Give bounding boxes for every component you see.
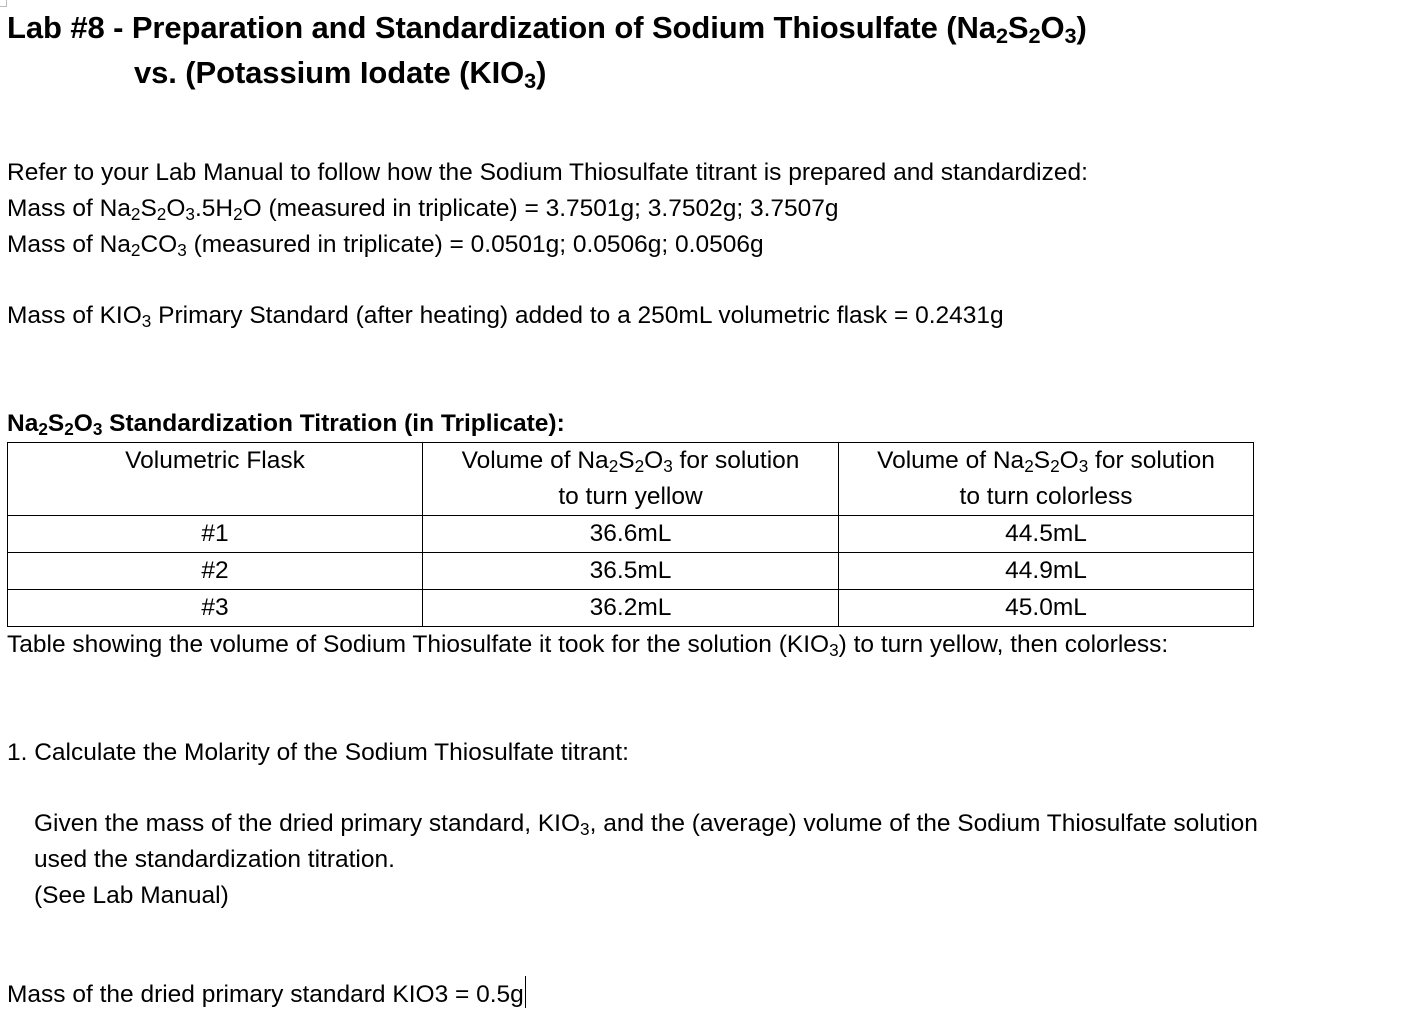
table-heading-prefix: Na [7,410,39,437]
title-subscript: 2 [1028,22,1041,48]
cell-colorless-volume: 44.5mL [839,516,1254,553]
carbonate-mass-prefix: Mass of Na [7,231,131,258]
table-heading: $Na_2S_2O_3$ Standardization Titration (in Triplicate): [7,410,565,439]
title-text: ) [1076,10,1087,45]
title-text: O [1040,10,1065,45]
given-prefix: Given the mass of the dried primary standard, KIO [34,810,581,837]
question-1-prompt: 1. Calculate the Molarity of the Sodium Thiosulfate titrant: [7,739,629,766]
title-line1-text: Lab #8 - Preparation and Standardization of Sodium Thiosulfate (Na [7,10,996,45]
cell-flask: #2 [8,553,423,590]
cell-yellow-volume: 36.2mL [423,590,839,627]
table-row [8,590,1254,627]
page-subtitle [134,54,546,92]
kio3-mass-value: Primary Standard (after heating) added to a 250mL volumetric flask = 0.2431g [151,302,1004,329]
subtitle-text: ) [536,55,547,90]
header-yellow-prefix: Volume of Na [461,447,609,474]
caption-suffix: ) to turn yellow, then colorless: [838,631,1169,658]
header-colorless-suffix: for solution [1088,447,1215,474]
header-volumetric-flask [8,443,423,516]
cell-flask: #1 [8,516,423,553]
title-subscript: 3 [1064,22,1077,48]
header-flask-label: Volumetric Flask [125,447,305,474]
subtitle-text: vs. (Potassium Iodate (KIO [134,55,525,90]
header-yellow-suffix: for solution [672,447,800,474]
table-heading-text: Standardization Titration (in Triplicate): [102,410,565,437]
answer-text-line[interactable] [7,976,526,1011]
title-subscript: 2 [995,22,1008,48]
title-text: S [1007,10,1029,45]
header-colorless-line2: to turn colorless [959,483,1133,510]
cell-flask: #3 [8,590,423,627]
kio3-mass-prefix: Mass of KIO [7,302,142,329]
table-header-row [8,443,1254,516]
table-row [8,553,1254,590]
cell-colorless-volume: 44.9mL [839,553,1254,590]
table-caption: Table showing the volume of Sodium Thiosulfate it took for the solution $(KIO_3)$ to turn yellow, then colorless: [7,631,1169,660]
see-lab-manual-note: (See Lab Manual) [34,882,229,909]
kio3-mass-line: Mass of $KIO_3$ Primary Standard (after heating) added to a 250mL volumetric flask = 0.2431g [7,302,1004,331]
given-suffix: , and the (average) volume of the Sodium Thiosulfate solution [589,810,1258,837]
cell-yellow-volume: 36.6mL [423,516,839,553]
header-colorless-prefix: Volume of Na [877,447,1025,474]
caption-prefix: Table showing the volume of Sodium Thiosulfate it took for the solution (KIO [7,631,830,658]
cell-colorless-volume: 45.0mL [839,590,1254,627]
page-title [7,9,1087,47]
carbonate-mass-line: Mass of $Na_2CO_3$ (measured in triplicate) = 0.0501g; 0.0506g; 0.0506g [7,231,764,260]
text-cursor [525,976,527,1008]
titration-table [7,442,1254,627]
thiosulfate-mass-line: Mass of $Na_2S_2O_3.5H_2O$ (measured in triplicate) = 3.7501g; 3.7502g; 3.7507g [7,195,839,224]
question-1-given-line2: used the standardization titration. [34,846,395,873]
header-yellow-line2: to turn yellow [558,483,703,510]
refer-line: Refer to your Lab Manual to follow how the Sodium Thiosulfate titrant is prepared and standardized: [7,159,1088,186]
thiosulfate-mass-values: (measured in triplicate) = 3.7501g; 3.7502g; 3.7507g [268,195,839,222]
subtitle-subscript: 3 [524,67,537,93]
cell-yellow-volume: 36.5mL [423,553,839,590]
table-row [8,516,1254,553]
carbonate-mass-values: (measured in triplicate) = 0.0501g; 0.0506g; 0.0506g [193,231,764,258]
answer-text[interactable]: Mass of the dried primary standard KIO3 = 0.5g [7,981,524,1008]
page-corner-mark [0,0,7,7]
header-volume-colorless: Volume of $Na_2S_2O_3$ for solution to turn colorless [839,443,1254,516]
header-volume-yellow: Volume of $Na_2S_2O_3$ for solution to turn yellow [423,443,839,516]
question-1-given-line1: Given the mass of the dried primary standard, $KIO_3$, and the (average) volume of the Sodium Thiosulfate solution [34,810,1258,839]
thiosulfate-mass-prefix: Mass of Na [7,195,131,222]
